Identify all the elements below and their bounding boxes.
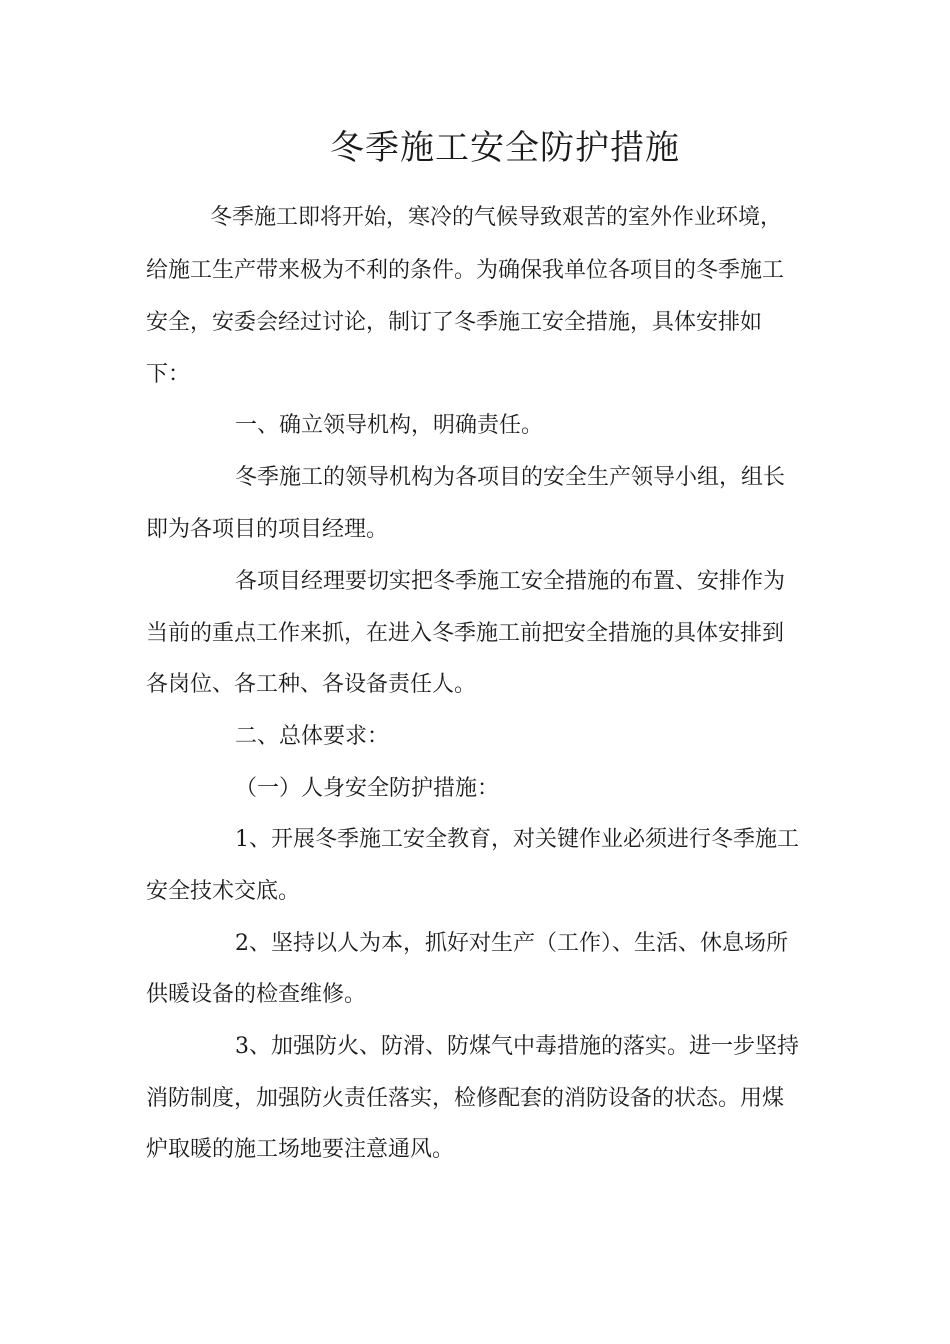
paragraph-line: 冬季施工的领导机构为各项目的安全生产领导小组，组长 xyxy=(235,465,786,490)
paragraph-line: 即为各项目的项目经理。 xyxy=(146,517,389,542)
document-title: 冬季施工安全防护措施 xyxy=(330,128,680,168)
paragraph-line: 各项目经理要切实把冬季施工安全措施的布置、安排作为 xyxy=(235,569,786,594)
list-item-line: 安全技术交底。 xyxy=(146,879,301,904)
list-item-line: 炉取暖的施工场地要注意通风。 xyxy=(146,1137,455,1162)
paragraph-line: 当前的重点工作来抓，在进入冬季施工前把安全措施的具体安排到 xyxy=(146,621,785,646)
paragraph-line: 安全，安委会经过讨论，制订了冬季施工安全措施，具体安排如 xyxy=(146,310,763,335)
paragraph-line: 下： xyxy=(146,362,191,387)
section-heading: 二、总体要求： xyxy=(235,724,390,749)
subsection-heading: （一）人身安全防护措施： xyxy=(235,776,500,801)
list-item-line: 3、加强防火、防滑、防煤气中毒措施的落实。进一步坚持 xyxy=(235,1034,799,1059)
list-item-line: 消防制度，加强防火责任落实，检修配套的消防设备的状态。用煤 xyxy=(146,1086,785,1111)
list-item-line: 供暖设备的检查维修。 xyxy=(146,982,367,1007)
paragraph-line: 冬季施工即将开始，寒冷的气候导致艰苦的室外作业环境， xyxy=(210,205,783,230)
list-item-line: 1、开展冬季施工安全教育，对关键作业必须进行冬季施工 xyxy=(235,827,799,852)
list-item-line: 2、坚持以人为本，抓好对生产（工作）、生活、休息场所 xyxy=(235,931,788,956)
paragraph-line: 给施工生产带来极为不利的条件。为确保我单位各项目的冬季施工 xyxy=(146,258,785,283)
section-heading: 一、确立领导机构，明确责任。 xyxy=(235,413,544,438)
paragraph-line: 各岗位、各工种、各设备责任人。 xyxy=(146,672,477,697)
